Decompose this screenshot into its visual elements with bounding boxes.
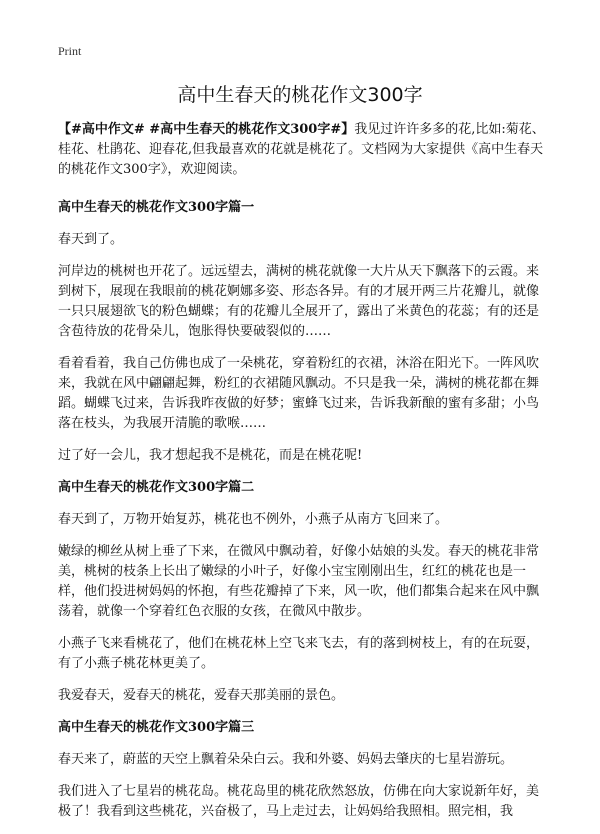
page-title: 高中生春天的桃花作文300字 — [177, 84, 423, 106]
section-1-paragraph: 河岸边的桃树也开花了。远远望去，满树的桃花就像一大片从天下飘落下的云霞。来到树下，展现在我眼前的桃花婀娜多姿、形态各异。有的才展开两三片花瓣儿，就像一只只展翅欲飞的粉色蝴蝶；有的花瓣儿全展开了，露出了米黄色的花蕊；有的还是含苞待放的花骨朵儿，饱胀得快要破裂似的…… — [58, 264, 540, 339]
section-2-paragraph: 小燕子飞来看桃花了，他们在桃花林上空飞来飞去，有的落到树枝上，有的在玩耍，有了小燕子桃花林更美了。 — [58, 636, 540, 671]
section-heading-2: 高中生春天的桃花作文300字篇二 — [58, 480, 255, 495]
section-2-paragraph: 嫩绿的柳丝从树上垂了下来，在微风中飘动着，好像小姑娘的头发。春天的桃花非常美，桃树的枝条上长出了嫩绿的小叶子，好像小宝宝刚刚出生，红红的桃花也是一样，他们投进树妈妈的怀抱，有些花瓣掉了下来，风一吹，他们都集合起来在风中飘荡着，就像一个穿着红色衣服的女孩，在微风中散步。 — [58, 544, 540, 619]
print-label: Print — [58, 44, 82, 58]
section-1-paragraph: 看着看着，我自己仿佛也成了一朵桃花，穿着粉红的衣裙，沐浴在阳光下。一阵风吹来，我就在风中翩翩起舞，粉红的衣裙随风飘动。不只是我一朵，满树的桃花都在舞蹈。蝴蝶飞过来，告诉我昨夜做的好梦；蜜蜂飞过来，告诉我新酿的蜜有多甜；小鸟落在枝头，为我展开清脆的歌喉…… — [58, 356, 540, 431]
section-3-paragraph: 我们进入了七星岩的桃花岛。桃花岛里的桃花欣然怒放，仿佛在向大家说新年好，美极了！我看到这些桃花，兴奋极了，马上走过去，让妈妈给我照相。照完相，我 — [58, 784, 540, 819]
section-heading-3: 高中生春天的桃花作文300字篇三 — [58, 720, 255, 735]
intro-text: 我见过许许多多的花,比如:菊花、桂花、杜鹃花、迎春花,但我最喜欢的花就是桃花了。文档网为大家提供《高中生春天的桃花作文300字》，欢迎阅读。 — [58, 122, 545, 177]
section-1-paragraph: 春天到了。 — [58, 232, 124, 247]
section-3-paragraph: 春天来了，蔚蓝的天空上飘着朵朵白云。我和外婆、妈妈去肇庆的七星岩游玩。 — [58, 752, 514, 767]
intro-tag: 【#高中作文# #高中生春天的桃花作文300字#】 — [58, 122, 355, 137]
section-heading-1: 高中生春天的桃花作文300字篇一 — [58, 200, 255, 215]
intro-paragraph — [58, 120, 546, 180]
section-2-paragraph: 春天到了，万物开始复苏，桃花也不例外，小燕子从南方飞回来了。 — [58, 512, 449, 527]
section-1-paragraph: 过了好一会儿，我才想起我不是桃花，而是在桃花呢! — [58, 448, 363, 463]
article-body — [58, 120, 546, 834]
section-2-paragraph: 我爱春天，爱春天的桃花，爱春天那美丽的景色。 — [58, 688, 345, 703]
